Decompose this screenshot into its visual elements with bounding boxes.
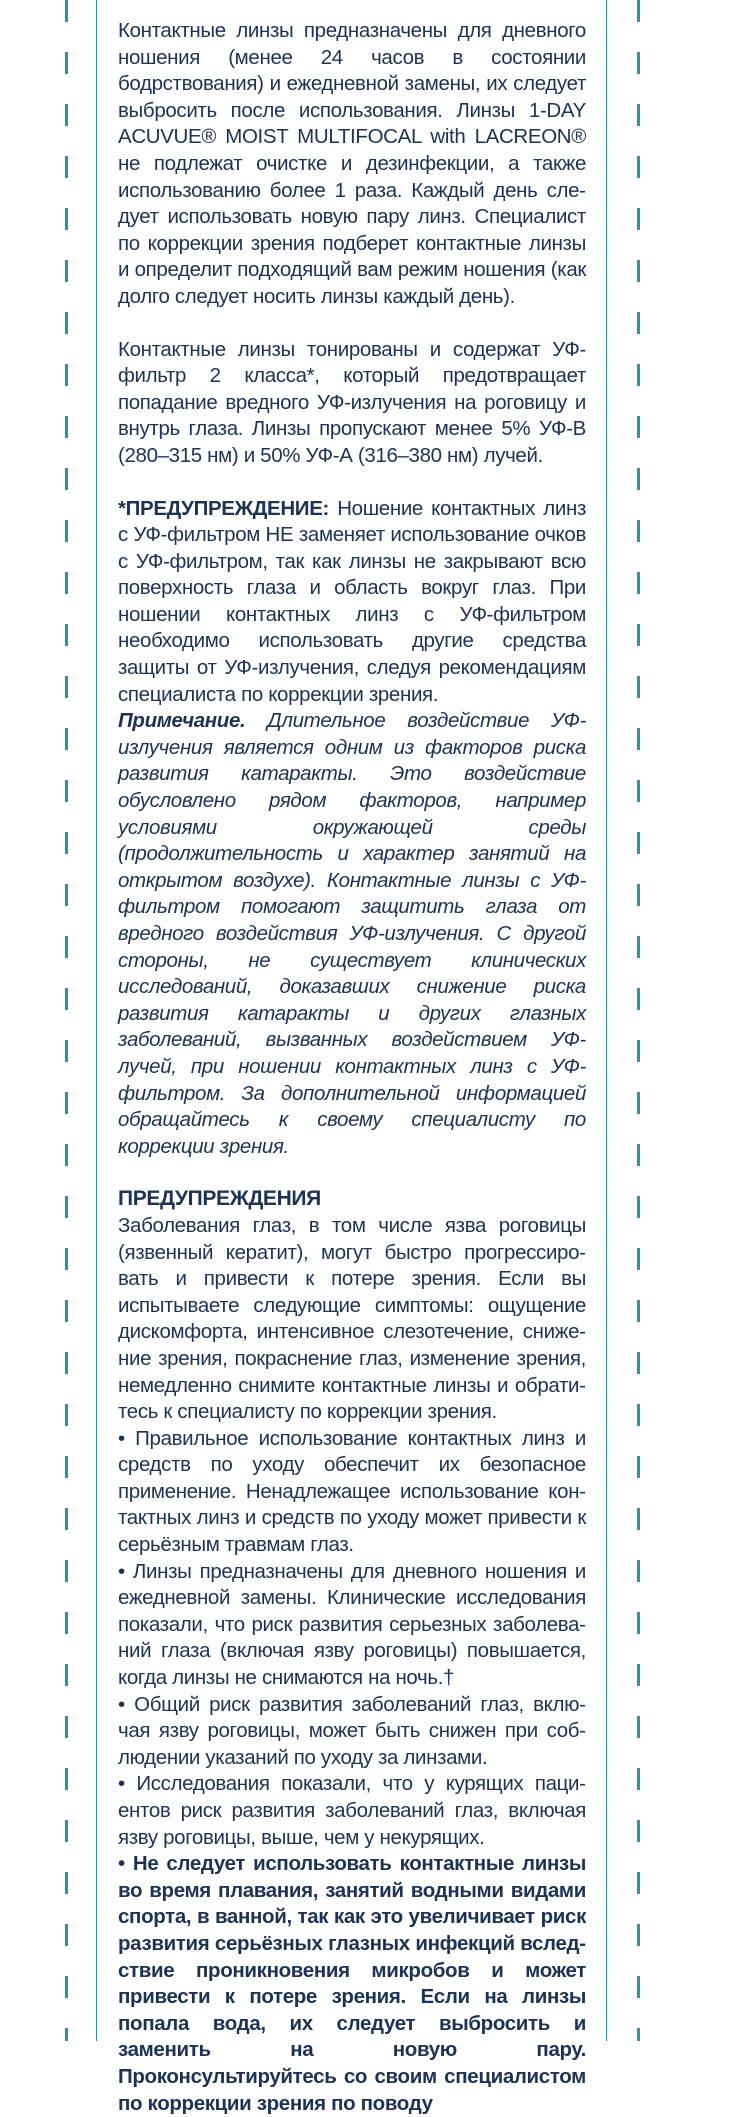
note-label: Примечание. xyxy=(118,709,246,733)
warning-bullet-care: • Общий риск развития заболеваний глаз, включая язву роговицы, может быть снижен при соблюдении указаний по уходу за линзами. xyxy=(118,1692,586,1769)
left-dashed-border xyxy=(65,0,68,2041)
uv-warning-label: *ПРЕДУПРЕЖДЕНИЕ: xyxy=(118,496,329,520)
note-paragraph xyxy=(118,708,586,1160)
wearing-schedule-paragraph: Контактные линзы предназначены для дневного ношения (менее 24 часов в состоянии бодрствования) и ежедневной замены, их следует выбросить после использования. Линзы 1-DAY ACUVUE® MOIST MULTIFOCAL with LACREON® не подлежат очистке и дезинфекции, а также использованию более 1 раза. Каждый день следует использовать новую пару линз. Специалист по коррекции зрения подберет контактные линзы и определит подходящий вам режим ношения (как долго следует носить линзы каждый день). xyxy=(118,19,586,308)
warning-bullet-smoking: • Исследования показали, что у курящих пациентов риск развития заболеваний глаз, включая язву роговицы, выше, чем у некурящих. xyxy=(118,1772,586,1849)
right-column-rule xyxy=(606,0,607,2041)
uv-warning-paragraph xyxy=(118,496,586,709)
uv-warning-text: Ношение контактных линз с УФ-фильтром НЕ заменяет использование очков с УФ-фильтром, так как линзы не закрывают всю поверхность глаза и область вокруг глаз. При ношении контактных линз с УФ-фильтром необходимо использовать другие средства защиты от УФ-излучения, следуя рекомендациям специалиста по коррекции зрения. xyxy=(118,496,586,706)
warning-bullet-daily-wear: • Линзы предназначены для дневного ношения и ежедневной замены. Клинические исследования показали, что риск развития серьезных заболеваний глаза (включая язву роговицы) повышается, когда линзы не снимаются на ночь.† xyxy=(118,1559,586,1690)
leaflet-text-column xyxy=(118,18,586,2117)
warning-bullet-water: • Не следует использовать контактные линзы во время плавания, занятий водными видами спорта, в ванной, так как это увеличивает риск развития серьёзных глазных инфекций вследствие проникновения микробов и может привести к потере зрения. Если на линзы попала вода, их следует выбросить и заменить на новую пару. Проконсультируйтесь со своим специалистом по коррекции зрения по поводу xyxy=(118,1852,586,2115)
warnings-intro: Заболевания глаз, в том числе язва роговицы (язвенный кератит), могут быстро прогрессировать и привести к потере зрения. Если вы испытываете следующие симптомы: ощущение дискомфорта, интенсивное слезотечение, снижение зрения, покраснение глаз, изменение зрения, немедленно снимите контактные линзы и обратитесь к специалисту по коррекции зрения. xyxy=(118,1213,586,1424)
left-column-rule xyxy=(96,0,97,2041)
note-text: Длительное воздействие УФ-излучения является одним из факторов риска развития катаракты. Это воздействие обусловлено рядом факторов, например условиями окружающей среды (продолжительность и характер занятий на открытом воздухе). Контактные линзы с УФ-фильтром помогают защитить глаза от вредного воздействия УФ-излучения. С другой стороны, не существует клинических исследований, доказавших снижение риска развития катаракты и других глазных заболеваний, вызванных воздействием УФ-лучей, при ношении контактных линз с УФ-фильтром. За дополнительной информацией обращайтесь к своему специалисту по коррекции зрения. xyxy=(118,709,586,1158)
right-dashed-border xyxy=(637,0,640,2041)
uv-filter-paragraph: Контактные линзы тонированы и содержат УФ-фильтр 2 класса*, который предотвращает попадание вредного УФ-излучения на роговицу и внутрь глаза. Линзы пропускают менее 5% УФ-В (280–315 нм) и 50% УФ-А (316–380 нм) лучей. xyxy=(118,337,586,467)
warning-bullet-proper-use: • Правильное использование контактных линз и средств по уходу обеспечит их безопасное применение. Ненадлежащее использование контактных линз и средств по уходу может привести к серьёзным травмам глаз. xyxy=(118,1426,586,1557)
warnings-heading: ПРЕДУПРЕЖДЕНИЯ xyxy=(118,1187,321,1211)
